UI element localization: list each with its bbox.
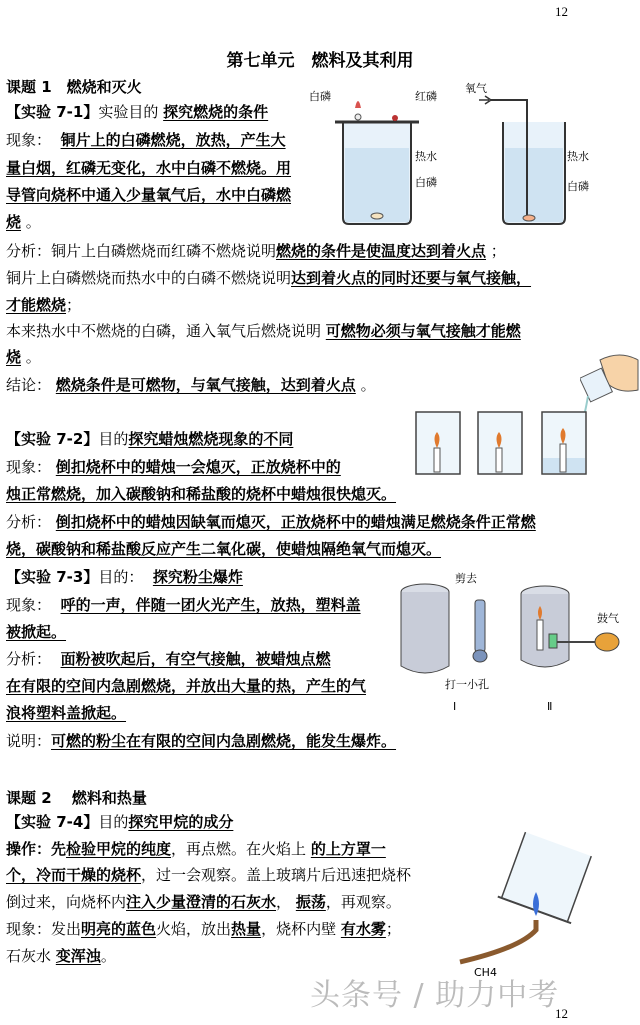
exp3-an-prefix: 分析： [6,650,52,668]
watermark: 头条号 / 助力中考 [310,978,560,1013]
exp4-purpose: 探究甲烷的成分 [128,813,234,831]
exp2-figure [410,408,590,478]
exp3-note [6,730,396,752]
exp4-operation-l1 [6,838,386,860]
exp3-purpose-line [6,566,243,588]
exp2-analysis-l1 [6,511,536,533]
exp1-purpose: 探究燃烧的条件 [163,103,269,121]
exp4-label: 【实验 7-4】 [6,813,99,831]
exp1-an2a: 达到着火点的同时还要与氧气接触， [291,269,532,287]
exp4-phenomenon [6,918,401,940]
beaker-upright [478,412,522,474]
exp4-phen-b: 火焰，放出 [156,920,232,938]
beaker-inverted [416,412,460,474]
exp1-phenomenon-l4: 烧 。 [6,213,41,231]
exp3-phenomenon-l1 [6,594,361,616]
exp1-phenomenon-l2: 量白烟，红磷无变化，水中白磷不燃烧。用 [6,159,292,177]
exp1-analysis-1: 分析：铜片上白磷燃烧而红磷不燃烧说明燃烧的条件是使温度达到着火点 ； [6,242,506,260]
exp2-analysis-l2: 烧，碳酸钠和稀盐酸反应产生二氧化碳，使蜡烛隔绝氧气而熄灭。 [6,540,442,558]
label-hot-water: 热水 [415,150,437,163]
exp4-purpose-prefix: 目的 [98,813,129,831]
exp2-an-prefix: 分析： [6,513,52,531]
exp1-an3-prefix: 本来热水中不燃烧的白磷，通入氧气后燃烧说明 [6,322,322,340]
topic-1-heading: 课题 1 燃烧和灭火 [6,78,142,96]
exp3-note-text: 可燃的粉尘在有限的空间内急剧燃烧，能发生爆炸。 [51,732,397,750]
exp1-an1-prefix: 分析：铜片上白磷燃烧而红磷不燃烧说明 [6,242,277,260]
exp1-concl: 燃烧条件是可燃物，与氧气接触，达到着火点 [55,376,356,394]
can-i [401,584,487,673]
exp2-an-1: 倒扣烧杯中的蜡烛因缺氧而熄灭，正放烧杯中的蜡烛满足燃烧条件正常燃 [55,513,536,531]
exp4-phen-d: ，烧杯内壁 [261,920,337,938]
exp4-phen-prefix: 现象：发出 [6,920,82,938]
exp4-op-l3b: 注入少量澄清的石灰水 [126,893,277,911]
exp3-phen-1: 呼的一声，伴随一团火光产生，放热，塑料盖 [60,596,361,614]
exp3-note-prefix: 说明： [6,732,52,750]
exp1-label: 【实验 7-1】 [6,103,99,121]
exp4-op-prefix: 操作：先 [6,840,67,858]
exp4-phen-f: ； [385,920,401,938]
flame-icon [355,101,361,108]
label-red-p: 红磷 [415,90,437,103]
label-i: Ⅰ [453,700,457,713]
exp3-phenomenon-l2: 被掀起。 [6,623,67,641]
exp1-phen-prefix: 现象： [6,131,52,149]
label-cut: 剪去 [455,572,477,585]
exp3-an-1: 面粉被吹起后，有空气接触，被蜡烛点燃 [60,650,331,668]
exp1-an2-prefix: 铜片上白磷燃烧而热水中的白磷不燃烧说明 [6,269,292,287]
exp3-analysis-l3: 浪将塑料盖掀起。 [6,704,127,722]
page-number-bottom: 12 [555,1006,568,1021]
exp2-label: 【实验 7-2】 [6,430,99,448]
exp4-op-l3c: ， [276,893,292,911]
exp1-purpose-prefix: 实验目的 [98,103,159,121]
beaker-left [335,101,419,224]
inverted-beaker [498,831,595,923]
exp2-phen-1: 倒扣烧杯中的蜡烛一会熄灭，正放烧杯中的 [55,458,341,476]
beaker-co2 [542,412,586,474]
exp4-op-l3e: ，再观察。 [325,893,401,911]
exp4-lime-prefix: 石灰水 [6,947,52,965]
can-ii [521,586,619,667]
exp4-lime-end: 。 [100,947,116,965]
exp4-phen-a: 明亮的蓝色 [81,920,157,938]
label-hole: 打一小孔 [445,678,489,691]
exp3-analysis-l2: 在有限的空间内急剧燃烧，并放出大量的热，产生的气 [6,677,367,695]
exp3-purpose-prefix: 目的： [98,568,144,586]
exp1-analysis-2 [6,267,531,289]
exp1-an3a: 可燃物必须与氧气接触才能燃 [325,322,521,340]
exp4-phen-e: 有水雾 [340,920,386,938]
exp4-operation-l2 [6,864,411,886]
label-oxygen: 氧气 [465,82,487,95]
exp4-op-l3a: 倒过来，向烧杯内 [6,893,127,911]
exp4-limewater [6,945,116,967]
exp1-phenomenon-l3: 导管向烧杯中通入少量氧气后，水中白磷燃 [6,186,292,204]
exp1-an2b: 才能燃烧 [6,296,67,314]
exp1-phenomenon-l1 [6,129,286,151]
exp2-purpose: 探究蜡烛燃烧现象的不同 [128,430,294,448]
exp3-label: 【实验 7-3】 [6,568,99,586]
beaker-right [479,96,565,224]
exp1-analysis-3 [6,320,521,342]
label-white-p-3: 白磷 [567,180,589,193]
exp2-purpose-prefix: 目的 [98,430,129,448]
exp1-concl-prefix: 结论： [6,376,52,394]
exp2-phenomenon-l1 [6,456,341,478]
exp3-phen-prefix: 现象： [6,596,52,614]
label-white-p: 白磷 [309,90,331,103]
exp1-figure [305,78,605,238]
exp1-phen-4: 烧 [6,213,22,231]
label-ch4: CH4 [474,966,497,979]
exp1-analysis-3b: 烧 。 [6,348,41,366]
exp4-figure [440,830,600,980]
exp4-op-b: ，再点燃。在火焰上 [171,840,307,858]
exp1-analysis-2b: 才能燃烧； [6,296,82,314]
exp4-phen-c: 热量 [231,920,262,938]
exp1-an1: 燃烧的条件是使温度达到着火点 [276,242,487,260]
exp4-op-c: 的上方罩一 [310,840,386,858]
exp1-phen-1: 铜片上的白磷燃烧，放热，产生大 [60,131,286,149]
exp2-phen-prefix: 现象： [6,458,52,476]
page-number-top: 12 [555,4,568,19]
exp3-figure [395,570,635,720]
label-ii: Ⅱ [547,700,553,713]
label-blow: 鼓气 [597,612,619,625]
exp4-op-l3d: 振荡 [295,893,326,911]
exp1-an3b: 烧 [6,348,22,366]
exp4-lime: 变浑浊 [55,947,101,965]
label-white-p-2: 白磷 [415,176,437,189]
exp4-op-l2a: 个，冷而干燥的烧杯 [6,866,142,884]
page-title: 第七单元 燃料及其利用 [226,51,414,71]
label-hot-water-2: 热水 [567,150,589,163]
exp4-purpose-line [6,811,233,833]
exp2-purpose-line [6,428,293,450]
exp1-conclusion: 结论： 燃烧条件是可燃物，与氧气接触，达到着火点 。 [6,376,376,394]
exp4-operation-l3 [6,891,401,913]
exp3-analysis-l1 [6,648,331,670]
exp2-phenomenon-l2: 烛正常燃烧，加入碳酸钠和稀盐酸的烧杯中蜡烛很快熄灭。 [6,485,397,503]
exp4-op-a: 检验甲烷的纯度 [66,840,172,858]
exp3-purpose: 探究粉尘爆炸 [152,568,243,586]
topic-2-heading: 课题 2 燃料和热量 [6,789,147,807]
exp1-purpose-line [6,101,268,123]
exp4-op-l2b: ，过一会观察。盖上玻璃片后迅速把烧杯 [141,866,412,884]
